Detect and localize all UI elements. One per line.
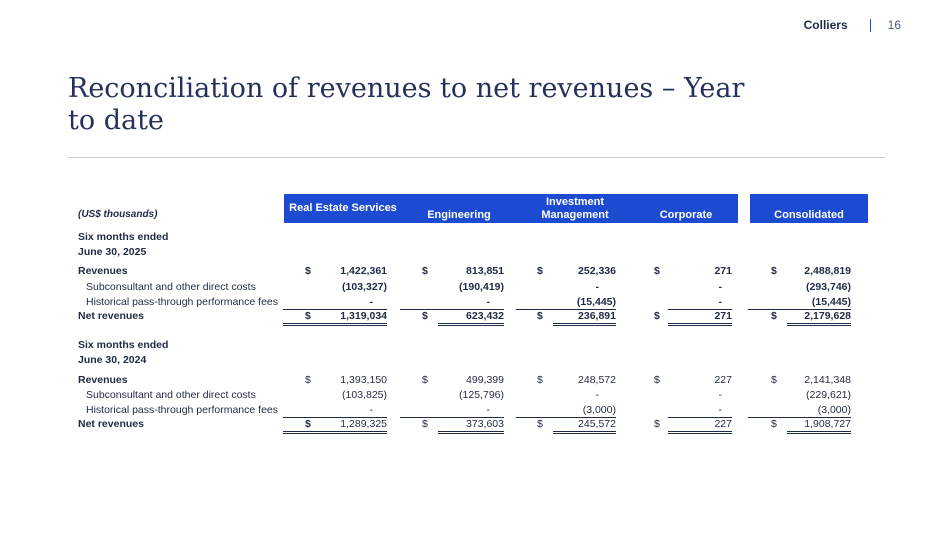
currency-symbol: $ (654, 310, 660, 322)
brand-name: Colliers (803, 18, 848, 32)
value-corporate: 227 (714, 374, 732, 386)
column-header-corporate: Corporate (634, 194, 738, 223)
row-label: Net revenues (78, 310, 144, 322)
value-investment-management: 236,891 (553, 309, 616, 326)
value-investment-management: 252,336 (578, 265, 616, 277)
value-engineering: (125,796) (459, 389, 504, 401)
page-number: 16 (887, 18, 901, 32)
table-row (78, 309, 868, 325)
units-label: (US$ thousands) (78, 209, 158, 220)
row-label: Historical pass-through performance fees (86, 296, 279, 308)
value-consolidated: (15,445) (748, 295, 851, 310)
value-corporate: 227 (668, 417, 732, 434)
currency-symbol: $ (771, 418, 777, 430)
currency-symbol: $ (537, 265, 543, 277)
value-consolidated: 1,908,727 (787, 417, 851, 434)
currency-symbol: $ (305, 418, 311, 430)
table-row (78, 264, 868, 278)
currency-symbol: $ (771, 265, 777, 277)
currency-symbol: $ (305, 310, 311, 322)
table-row (78, 388, 868, 402)
currency-symbol: $ (422, 265, 428, 277)
value-engineering: (190,419) (459, 281, 504, 293)
value-engineering: 373,603 (438, 417, 504, 434)
row-label: Net revenues (78, 418, 144, 430)
row-label: Subconsultant and other direct costs (86, 389, 256, 401)
value-corporate: - (718, 389, 722, 401)
currency-symbol: $ (305, 265, 311, 277)
table-row (78, 417, 868, 433)
column-header-investment-management: Investment Management (515, 194, 635, 223)
value-engineering: 813,851 (466, 265, 504, 277)
value-investment-management: 245,572 (553, 417, 616, 434)
row-label: Historical pass-through performance fees (86, 404, 279, 416)
row-label: Revenues (78, 374, 128, 386)
value-engineering: - (400, 403, 504, 418)
value-engineering: 499,399 (466, 374, 504, 386)
page-title: Reconciliation of revenues to net revenues – Year to date (68, 73, 745, 136)
value-engineering: - (400, 295, 504, 310)
value-investment-management: (15,445) (516, 295, 616, 310)
value-consolidated: 2,179,628 (787, 309, 851, 326)
table-row (78, 373, 868, 387)
value-consolidated: (293,746) (806, 281, 851, 293)
value-investment-management: - (595, 281, 599, 293)
value-consolidated: 2,141,348 (804, 374, 851, 386)
value-corporate: 271 (668, 309, 732, 326)
currency-symbol: $ (654, 374, 660, 386)
value-investment-management: - (595, 389, 599, 401)
table-row (78, 403, 868, 417)
value-corporate: - (668, 403, 732, 418)
value-real-estate: 1,319,034 (283, 309, 387, 326)
column-header-real-estate-services: Real Estate Services (284, 194, 402, 223)
row-label: Revenues (78, 265, 128, 277)
value-real-estate: - (283, 295, 387, 310)
currency-symbol: $ (422, 310, 428, 322)
table-row (78, 295, 868, 309)
value-real-estate: 1,422,361 (340, 265, 387, 277)
currency-symbol: $ (537, 418, 543, 430)
currency-symbol: $ (654, 265, 660, 277)
value-consolidated: (3,000) (748, 403, 851, 418)
table-row (78, 280, 868, 294)
currency-symbol: $ (305, 374, 311, 386)
value-corporate: - (718, 281, 722, 293)
currency-symbol: $ (771, 374, 777, 386)
currency-symbol: $ (422, 374, 428, 386)
value-engineering: 623,432 (438, 309, 504, 326)
value-corporate: - (668, 295, 732, 310)
row-label: Subconsultant and other direct costs (86, 281, 256, 293)
value-real-estate: 1,393,150 (340, 374, 387, 386)
page-header (804, 18, 901, 32)
currency-symbol: $ (537, 310, 543, 322)
currency-symbol: $ (537, 374, 543, 386)
currency-symbol: $ (771, 310, 777, 322)
value-corporate: 271 (714, 265, 732, 277)
value-real-estate: - (283, 403, 387, 418)
value-consolidated: (229,621) (806, 389, 851, 401)
currency-symbol: $ (654, 418, 660, 430)
value-real-estate: (103,327) (342, 281, 387, 293)
value-real-estate: 1,289,325 (283, 417, 387, 434)
column-header-engineering: Engineering (400, 194, 518, 223)
header-divider (870, 19, 871, 32)
currency-symbol: $ (422, 418, 428, 430)
title-divider (68, 157, 885, 158)
column-header-consolidated: Consolidated (750, 194, 868, 223)
value-consolidated: 2,488,819 (804, 265, 851, 277)
value-real-estate: (103,825) (342, 389, 387, 401)
value-investment-management: (3,000) (516, 403, 616, 418)
value-investment-management: 248,572 (578, 374, 616, 386)
